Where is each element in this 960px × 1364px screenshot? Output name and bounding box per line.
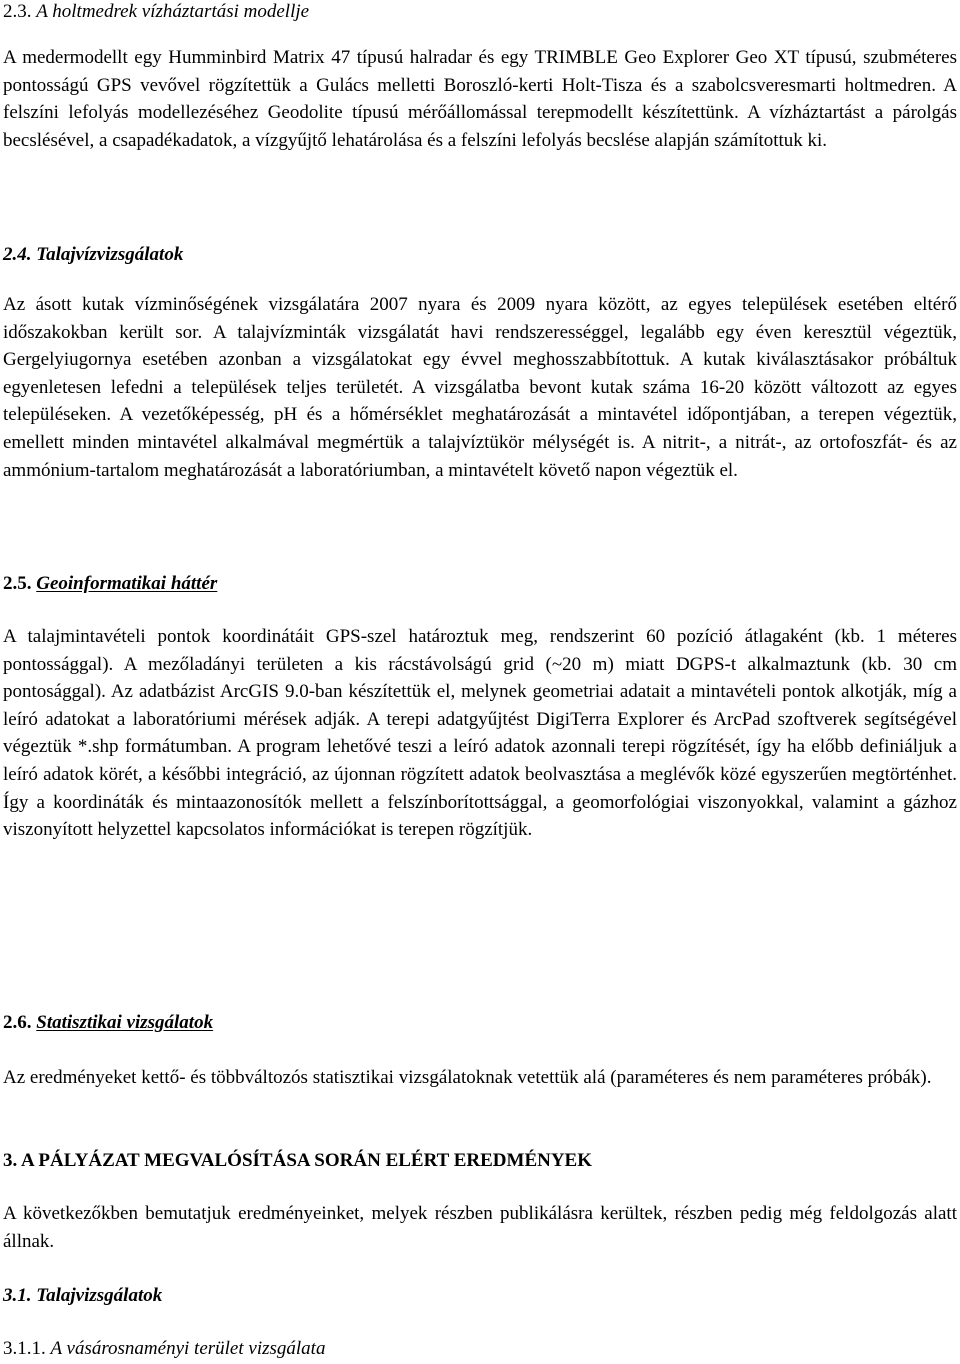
- section-heading-3-1: 3.1. Talajvizsgálatok: [3, 1285, 163, 1306]
- paragraph-3: A következőkben bemutatjuk eredményeinket, melyek részben publikálásra kerültek, részben pedig még feldolgozás alatt állnak.: [3, 1203, 957, 1252]
- section-number: 2.5.: [3, 573, 32, 594]
- section-number: 2.6.: [3, 1012, 32, 1033]
- paragraph-2-3: A medermodellt egy Humminbird Matrix 47 típusú halradar és egy TRIMBLE Geo Explorer Geo XT típusú, szubméteres pontosságú GPS vevővel rögzítettük a Gulács melletti Boroszló-kerti Holt-Tisza és a szabolcsveresmarti holtmedren. A felszíni lefolyás modellezéséhez Geodolite típusú mérőállomással terepmodellt készítettünk. A vízháztartást a párolgás becslésével, a csapadékadatok, a vízgyűjtő lehatárolása és a felszíni lefolyás becslése alapján számítottuk ki.: [3, 47, 957, 151]
- section-number: 2.4.: [3, 244, 32, 265]
- section-title: Statisztikai vizsgálatok: [36, 1012, 214, 1033]
- paragraph-2-5: A talajmintavételi pontok koordinátáit GPS-szel határoztuk meg, rendszerint 60 pozíció átlagaként (kb. 1 méteres pontossággal). A mezőladányi területen a kis rácstávolságú grid (~20 m) miatt DGPS-t alkalmaztunk (kb. 30 cm pontosággal). Az adatbázist ArcGIS 9.0-ban készítettük el, melynek geometriai adatait a mintavételi pontok alkotják, míg a leíró adatokat a laboratóriumi mérések adják. A terepi adatgyűjtést DigiTerra Explorer és ArcPad szoftverek segítségével végeztük *.shp formátumban. A program lehetővé teszi a leíró adatok azonnali terepi rögzítését, így ha előbb definiáljuk a leíró adatok körét, a későbbi integráció, az újonnan rögzített adatok beolvasztása a meglévők közé egyszerűen megtörténhet. Így a koordináták és mintaazonosítók mellett a felszínborítottsággal, a geomorfológiai viszonyokkal, valamint a gázhoz viszonyított helyzettel kapcsolatos információkat is terepen rögzítjük.: [3, 626, 957, 841]
- section-number: 3.1.1.: [3, 1338, 46, 1359]
- section-title: A holtmedrek vízháztartási modellje: [36, 1, 310, 22]
- section-heading-2-5: [3, 572, 217, 596]
- paragraph-2-4: Az ásott kutak vízminőségének vizsgálatára 2007 nyara és 2009 nyara között, az egyes települések esetében eltérő időszakokban került sor. A talajvízminták vizsgálatát havi rendszerességgel, legalább egy éven keresztül végeztük, Gergelyiugornya esetében azonban a vizsgálatokat egy évvel meghosszabbítottuk. A kutak kiválasztásakor próbáltuk egyenletesen lefedni a települések teljes területét. A vizsgálatba bevont kutak száma 16-20 között változott az egyes településeken. A vezetőképesség, pH és a hőmérséklet meghatározását a mintavétel időpontjában, a terepen végeztük, emellett minden mintavétel alkalmával megmértük a talajvíztükör mélységét is. A nitrit-, a nitrát-, az ortofoszfát- és az ammónium-tartalom meghatározását a laboratóriumban, a mintavételt követő napon végeztük el.: [3, 294, 957, 481]
- section-heading-3-1-1: [3, 1337, 325, 1361]
- section-number: 2.3.: [3, 1, 32, 22]
- chapter-heading-3: 3. A PÁLYÁZAT MEGVALÓSÍTÁSA SORÁN ELÉRT EREDMÉNYEK: [3, 1150, 593, 1171]
- section-title: Talajvízvizsgálatok: [36, 244, 184, 265]
- section-title: Geoinformatikai háttér: [36, 573, 218, 594]
- section-heading-2-6: [3, 1011, 213, 1035]
- section-heading-2-3: [3, 0, 309, 24]
- section-heading-2-4: [3, 243, 183, 267]
- section-title: A vásárosnaményi terület vizsgálata: [50, 1338, 326, 1359]
- paragraph-2-6: Az eredményeket kettő- és többváltozós statisztikai vizsgálatoknak vetettük alá (paraméteres és nem paraméteres próbák).: [3, 1067, 932, 1088]
